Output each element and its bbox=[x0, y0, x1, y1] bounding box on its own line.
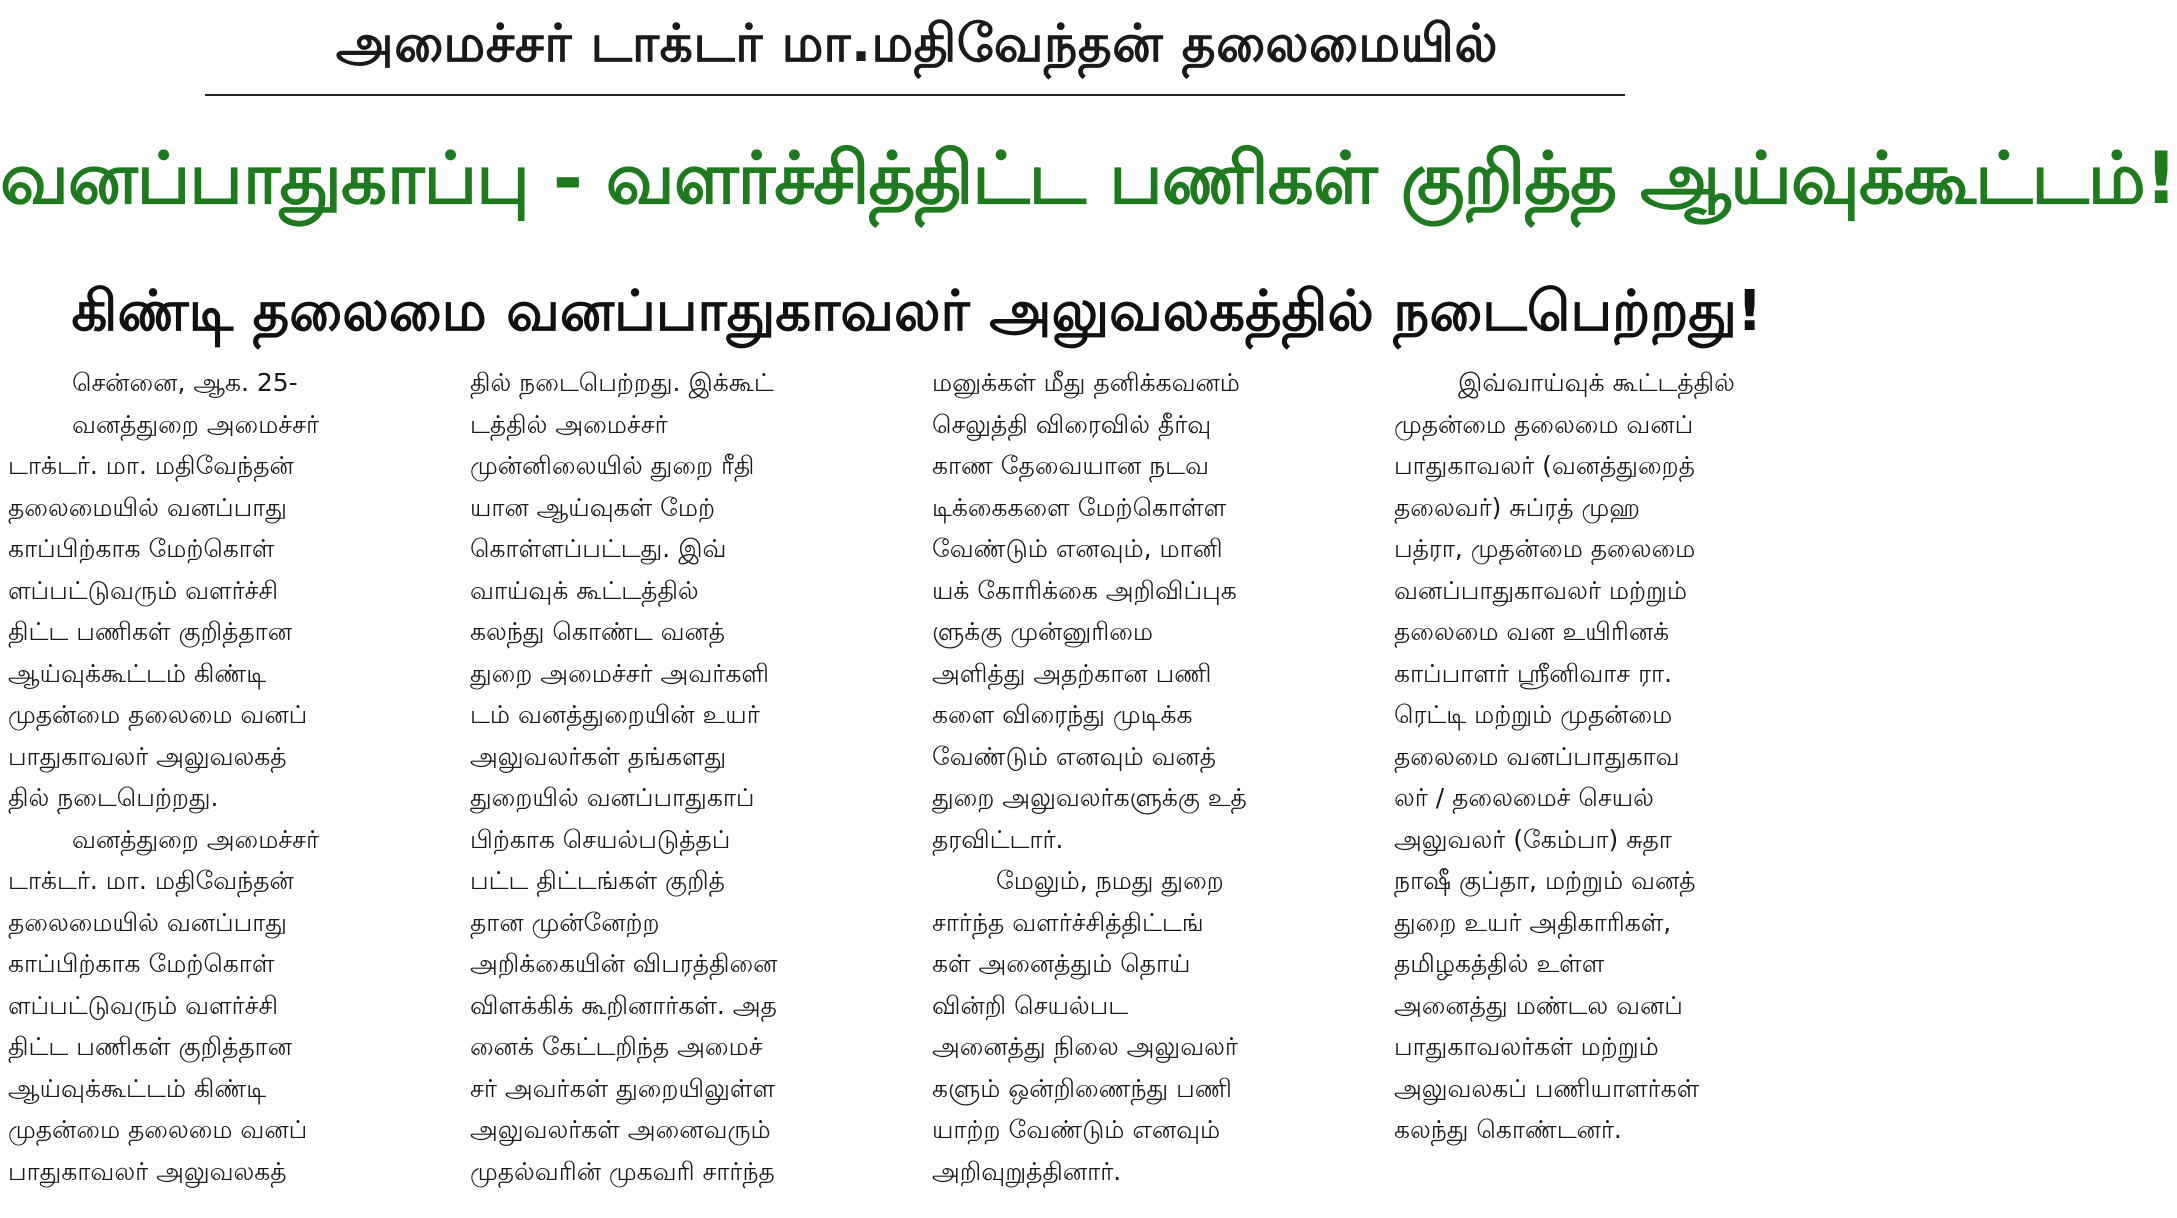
article-column-4 bbox=[1394, 362, 1830, 1212]
article-line: ஆய்வுக்கூட்டம் கிண்டி bbox=[8, 1073, 267, 1103]
article-line: அலுவலகப் பணியாளர்கள் bbox=[1394, 1073, 1700, 1103]
article-line: அலுவலர்கள் தங்களது bbox=[470, 741, 727, 771]
article-line: விளக்கிக் கூறினார்கள். அத bbox=[470, 990, 777, 1020]
article-line: கலந்து கொண்ட வனத் bbox=[470, 617, 726, 646]
article-column-1 bbox=[8, 362, 444, 1212]
article-line: அலுவலர்கள் அனைவரும் bbox=[470, 1115, 771, 1144]
article-line: டிக்கைகளை மேற்கொள்ள bbox=[932, 492, 1227, 522]
article-line: முதன்மை தலைமை வனப் bbox=[8, 1115, 308, 1144]
article-line: சார்ந்த வளர்ச்சித்திட்டங் bbox=[932, 907, 1204, 937]
article-column-3 bbox=[932, 362, 1368, 1212]
article-line: சர் அவர்கள் துறையிலுள்ள bbox=[470, 1073, 776, 1103]
article-line: வனப்பாதுகாவலர் மற்றும் bbox=[1394, 575, 1688, 605]
article-line: தலைமையில் வனப்பாது bbox=[8, 907, 287, 937]
article-line: அனைத்து நிலை அலுவலர் bbox=[932, 1032, 1238, 1061]
article-line: நாஷீ குப்தா, மற்றும் வனத் bbox=[1394, 866, 1696, 895]
article-line: யக் கோரிக்கை அறிவிப்புக bbox=[932, 575, 1237, 605]
article-line: துறையில் வனப்பாதுகாப் bbox=[470, 783, 755, 812]
article-line: டம் வனத்துறையின் உயர் bbox=[470, 700, 760, 729]
article-line: வனத்துறை அமைச்சர் bbox=[72, 824, 320, 854]
article-line: டாக்டர். மா. மதிவேந்தன் bbox=[8, 451, 294, 480]
article-line: ளப்பட்டுவரும் வளர்ச்சி bbox=[8, 575, 279, 605]
sub-headline: கிண்டி தலைமை வனப்பாதுகாவலர் அலுவலகத்தில் நடைபெற்றது! bbox=[71, 279, 1763, 344]
article-line: யான ஆய்வுகள் மேற் bbox=[470, 492, 716, 522]
article-line: செலுத்தி விரைவில் தீர்வு bbox=[932, 409, 1212, 439]
article-line: அலுவலர் (கேம்பா) சுதா bbox=[1394, 824, 1672, 854]
header-rule bbox=[205, 94, 1625, 96]
kicker-headline: அமைச்சர் டாக்டர் மா.மதிவேந்தன் தலைமையில் bbox=[335, 14, 1499, 74]
main-headline: வனப்பாதுகாப்பு - வளர்ச்சித்திட்ட பணிகள் குறித்த ஆய்வுக்கூட்டம்! bbox=[0, 136, 2177, 220]
article-line: னைக் கேட்டறிந்த அமைச் bbox=[470, 1032, 763, 1061]
article-line: அனைத்து மண்டல வனப் bbox=[1394, 990, 1683, 1020]
article-line: கலந்து கொண்டனர். bbox=[1394, 1115, 1622, 1144]
article-line: பட்ட திட்டங்கள் குறித் bbox=[470, 866, 725, 895]
article-column-2 bbox=[470, 362, 906, 1212]
article-line: தில் நடைபெற்றது. இக்கூட் bbox=[470, 368, 774, 397]
article-line: தலைமை வனப்பாதுகாவ bbox=[1394, 741, 1680, 771]
article-line: டத்தில் அமைச்சர் bbox=[470, 409, 668, 439]
article-line: இவ்வாய்வுக் கூட்டத்தில் bbox=[1458, 368, 1735, 397]
article-line: களை விரைந்து முடிக்க bbox=[932, 700, 1193, 729]
article-line: கள் அனைத்தும் தொய் bbox=[932, 949, 1191, 978]
article-line: மேலும், நமது துறை bbox=[996, 866, 1224, 895]
article-body bbox=[8, 362, 1828, 1212]
article-line: ளப்பட்டுவரும் வளர்ச்சி bbox=[8, 990, 279, 1020]
article-line: வனத்துறை அமைச்சர் bbox=[72, 409, 320, 439]
article-line: வின்றி செயல்பட bbox=[932, 990, 1129, 1020]
article-line: பாதுகாவலர் அலுவலகத் bbox=[8, 741, 287, 771]
article-line: திட்ட பணிகள் குறித்தான bbox=[8, 1032, 292, 1061]
article-line: யாற்ற வேண்டும் எனவும் bbox=[932, 1115, 1221, 1144]
article-line: தலைவர்) சுப்ரத் முஹ bbox=[1394, 492, 1640, 522]
article-line: களும் ஒன்றிணைந்து பணி bbox=[932, 1073, 1232, 1103]
article-line: பத்ரா, முதன்மை தலைமை bbox=[1394, 534, 1696, 563]
article-line: பாதுகாவலர் (வனத்துறைத் bbox=[1394, 451, 1695, 480]
article-line: ளுக்கு முன்னுரிமை bbox=[932, 617, 1154, 646]
article-line: தமிழகத்தில் உள்ள bbox=[1394, 949, 1605, 978]
article-line: சென்னை, ஆக. 25- bbox=[72, 368, 298, 397]
article-line: வேண்டும் எனவும் வனத் bbox=[932, 741, 1217, 771]
article-line: துறை அமைச்சர் அவர்களி bbox=[470, 658, 769, 688]
article-line: டாக்டர். மா. மதிவேந்தன் bbox=[8, 866, 294, 895]
article-line: அறிவுறுத்தினார். bbox=[932, 1156, 1122, 1186]
article-line: அறிக்கையின் விபரத்தினை bbox=[470, 949, 778, 978]
article-line: தலைமை வன உயிரினக் bbox=[1394, 617, 1670, 646]
article-line: தில் நடைபெற்றது. bbox=[8, 783, 219, 812]
article-line: பாதுகாவலர்கள் மற்றும் bbox=[1394, 1032, 1659, 1061]
article-line: மனுக்கள் மீது தனிக்கவனம் bbox=[932, 368, 1240, 397]
article-line: முன்னிலையில் துறை ரீதி bbox=[470, 451, 755, 480]
article-line: வேண்டும் எனவும், மானி bbox=[932, 534, 1223, 563]
article-line: முதன்மை தலைமை வனப் bbox=[8, 700, 308, 729]
article-line: திட்ட பணிகள் குறித்தான bbox=[8, 617, 292, 646]
article-line: முதல்வரின் முகவரி சார்ந்த bbox=[470, 1156, 775, 1186]
article-line: துறை அலுவலர்களுக்கு உத் bbox=[932, 783, 1247, 812]
article-line: அளித்து அதற்கான பணி bbox=[932, 658, 1212, 688]
article-line: தலைமையில் வனப்பாது bbox=[8, 492, 287, 522]
article-line: காப்பிற்காக மேற்கொள் bbox=[8, 949, 275, 978]
article-line: காப்பிற்காக மேற்கொள் bbox=[8, 534, 275, 563]
article-line: லர் / தலைமைச் செயல் bbox=[1394, 783, 1654, 812]
article-line: கொள்ளப்பட்டது. இவ் bbox=[470, 534, 727, 563]
article-line: தான முன்னேற்ற bbox=[470, 907, 660, 937]
article-line: பிற்காக செயல்படுத்தப் bbox=[470, 824, 731, 854]
article-line: வாய்வுக் கூட்டத்தில் bbox=[470, 575, 699, 605]
article-line: ரெட்டி மற்றும் முதன்மை bbox=[1394, 700, 1673, 729]
article-line: பாதுகாவலர் அலுவலகத் bbox=[8, 1156, 287, 1186]
article-line: ஆய்வுக்கூட்டம் கிண்டி bbox=[8, 658, 267, 688]
article-line: காப்பாளர் ஸ்ரீனிவாச ரா. bbox=[1394, 658, 1673, 688]
article-line: காண தேவையான நடவ bbox=[932, 451, 1209, 480]
article-line: முதன்மை தலைமை வனப் bbox=[1394, 409, 1694, 439]
article-line: தரவிட்டார். bbox=[932, 824, 1064, 854]
article-line: துறை உயர் அதிகாரிகள், bbox=[1394, 907, 1672, 937]
